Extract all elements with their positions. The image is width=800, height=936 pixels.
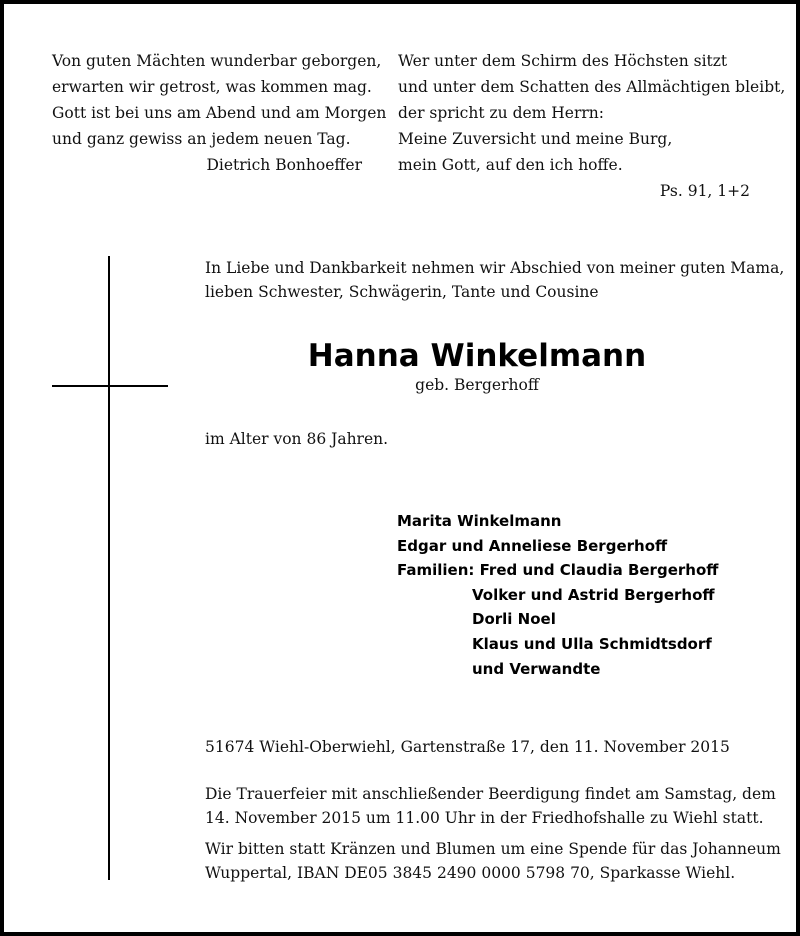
- family-entry: Volker und Astrid Bergerhoff: [472, 585, 715, 604]
- family-entry: Fred und Claudia Bergerhoff: [479, 561, 719, 580]
- verse-left-author: Dietrich Bonhoeffer: [206, 156, 362, 174]
- verse-right-reference: Ps. 91, 1+2: [659, 182, 750, 200]
- maiden-name: geb. Bergerhoff: [415, 376, 539, 394]
- address-date-line: 51674 Wiehl-Oberwiehl, Gartenstraße 17, den 11. November 2015: [205, 738, 730, 756]
- intro-line: In Liebe und Dankbarkeit nehmen wir Abschied von meiner guten Mama,: [205, 259, 785, 277]
- verse-right-line: und unter dem Schatten des Allmächtigen bleibt,: [398, 78, 786, 96]
- donation-info: [205, 837, 781, 885]
- funeral-info: [205, 782, 776, 830]
- donation-line: Wir bitten statt Kränzen und Blumen um eine Spende für das Johanneum: [205, 840, 781, 858]
- verse-right-line: der spricht zu dem Herrn:: [398, 104, 605, 122]
- families-row: [397, 558, 718, 583]
- cross-icon-horizontal: [52, 385, 168, 387]
- intro-text: [205, 256, 785, 304]
- verse-left: [52, 48, 387, 178]
- donation-line: Wuppertal, IBAN DE05 3845 2490 0000 5798 70, Sparkasse Wiehl.: [205, 864, 736, 882]
- deceased-name: Hanna Winkelmann: [307, 338, 647, 374]
- verse-right-line: Meine Zuversicht und meine Burg,: [398, 130, 673, 148]
- intro-line: lieben Schwester, Schwägerin, Tante und Cousine: [205, 283, 599, 301]
- funeral-line: Die Trauerfeier mit anschließender Beerdigung findet am Samstag, dem: [205, 785, 776, 803]
- obituary-notice: [4, 4, 796, 932]
- age-text: im Alter von 86 Jahren.: [205, 430, 389, 448]
- verse-left-line: und ganz gewiss an jedem neuen Tag.: [52, 130, 351, 148]
- cross-icon-vertical: [108, 256, 110, 880]
- verse-right: [398, 48, 786, 204]
- family-entry: und Verwandte: [472, 659, 601, 678]
- verse-left-line: Gott ist bei uns am Abend und am Morgen: [52, 104, 387, 122]
- mourner-line: Marita Winkelmann: [397, 512, 562, 530]
- mourners-list: [397, 509, 718, 681]
- verse-left-line: Von guten Mächten wunderbar geborgen,: [52, 52, 382, 70]
- verse-left-line: erwarten wir getrost, was kommen mag.: [52, 78, 372, 96]
- family-entry: Dorli Noel: [472, 610, 556, 629]
- funeral-line: 14. November 2015 um 11.00 Uhr in der Friedhofshalle zu Wiehl statt.: [205, 809, 764, 827]
- family-entry: Klaus und Ulla Schmidtsdorf: [472, 634, 712, 653]
- verse-right-line: Wer unter dem Schirm des Höchsten sitzt: [398, 52, 728, 70]
- families-label: Familien:: [397, 561, 475, 580]
- mourner-line: Edgar und Anneliese Bergerhoff: [397, 536, 668, 555]
- verse-right-line: mein Gott, auf den ich hoffe.: [398, 156, 623, 174]
